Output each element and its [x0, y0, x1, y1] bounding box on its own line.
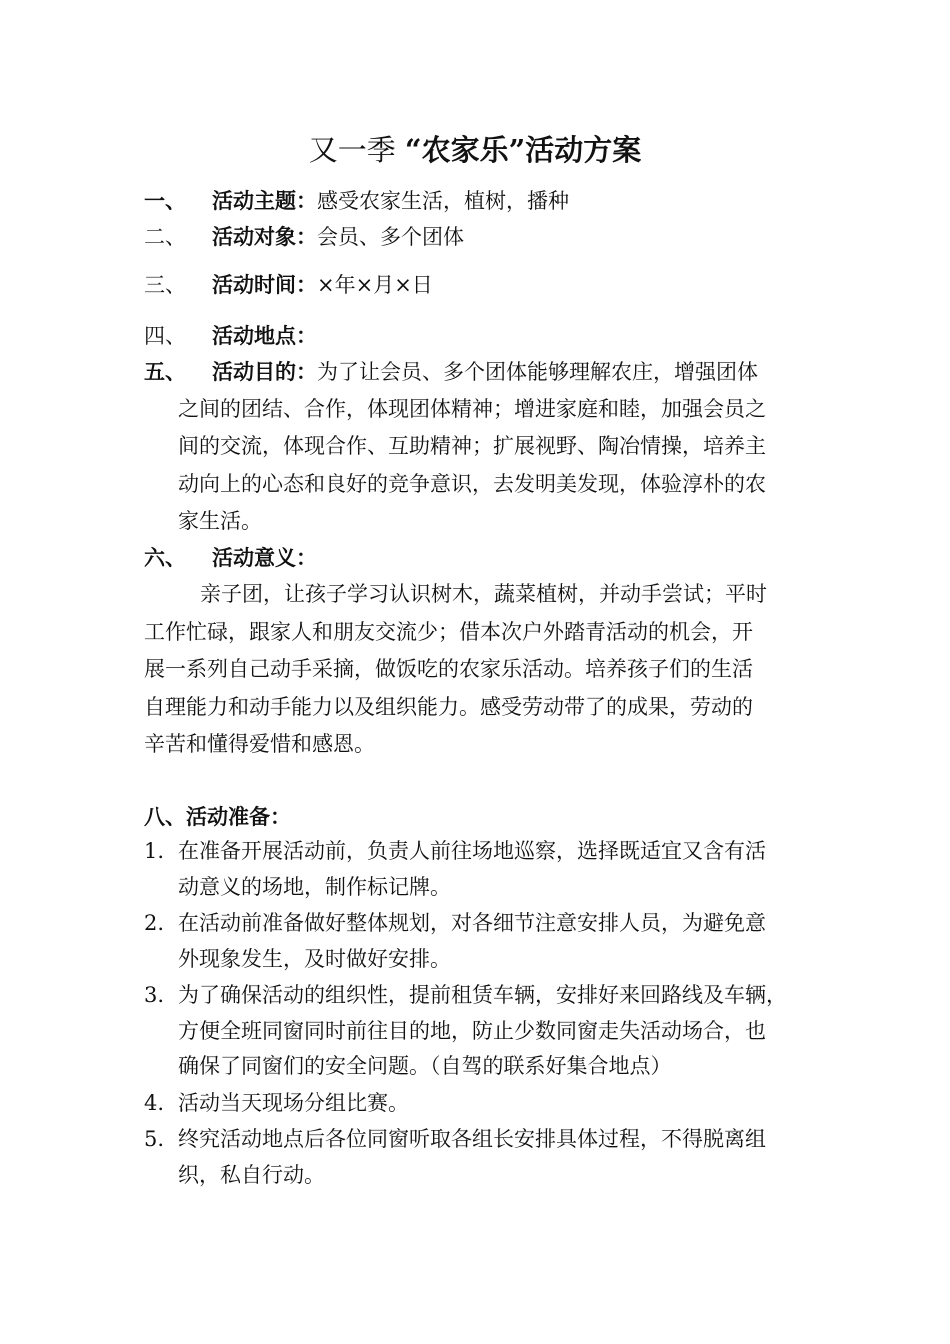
page-title: [0, 128, 950, 172]
purpose-line: 家生活。: [178, 509, 262, 533]
significance-line: 工作忙碌，跟家人和朋友交流少；借本次户外踏青活动的机会，开: [144, 619, 753, 644]
list-item: 1. 在准备开展活动前，负责人前往场地巡察，选择既适宜又含有活 动意义的场地，制作标记牌。: [144, 834, 766, 905]
significance-line: 自理能力和动手能力以及组织能力。感受劳动带了的成果，劳动的: [144, 694, 753, 719]
section-preparation-heading: 八、活动准备：: [144, 804, 291, 829]
list-item: 3. 为了确保活动的组织性，提前租赁车辆，安排好来回路线及车辆， 方便全班同窗同时前往目的地，防止少数同窗走失活动场合，也 确保了同窗们的安全问题。（自驾的联系好集合地点）: [144, 978, 787, 1085]
section-label: 活动地点：: [212, 323, 317, 348]
section-value: 感受农家生活，植树，播种: [317, 189, 569, 213]
list-number: 5.: [144, 1127, 165, 1151]
section-label: 活动对象：: [212, 224, 317, 249]
section-significance-body: [144, 576, 767, 764]
significance-line: 亲子团，让孩子学习认识树木，蔬菜植树，并动手尝试；平时: [200, 582, 767, 606]
purpose-line: 间的交流，体现合作、互助精神；扩展视野、陶冶情操，培养主: [178, 434, 766, 458]
purpose-line: 之间的团结、合作，体现团体精神；增进家庭和睦，加强会员之: [178, 396, 766, 421]
section-number: 三、: [144, 273, 186, 297]
section-theme: [144, 182, 824, 220]
section-number: 六、: [144, 545, 186, 570]
section-audience: [144, 218, 824, 256]
section-value: ×年×月×日: [317, 273, 433, 297]
section-value: 会员、多个团体: [317, 225, 464, 249]
section-number: 二、: [144, 225, 186, 249]
section-label: 活动时间：: [212, 272, 317, 297]
list-number: 3.: [144, 983, 165, 1007]
list-number: 2.: [144, 911, 165, 935]
purpose-line: 五、 活动目的：为了让会员、多个团体能够理解农庄，增强团体: [144, 353, 766, 391]
section-location: [144, 317, 824, 355]
section-label: 活动主题：: [212, 188, 317, 213]
title-main: “农家乐”活动方案: [404, 133, 642, 167]
section-number: 四、: [144, 324, 186, 348]
significance-line: 辛苦和懂得爱惜和感恩。: [144, 732, 375, 756]
section-number: 五、: [144, 359, 186, 384]
title-prefix: 又一季: [308, 133, 405, 167]
section-label: 活动目的：: [212, 359, 317, 384]
section-purpose: [144, 353, 766, 541]
list-item: 5. 终究活动地点后各位同窗听取各组长安排具体过程，不得脱离组 织，私自行动。: [144, 1122, 766, 1193]
list-number: 1.: [144, 839, 165, 863]
section-number: 一、: [144, 188, 186, 213]
list-number: 4.: [144, 1091, 165, 1115]
section-significance-heading: [144, 539, 824, 577]
significance-line: 展一系列自己动手采摘，做饭吃的农家乐活动。培养孩子们的生活: [144, 657, 753, 681]
section-label: 活动意义：: [212, 545, 317, 570]
list-item: 4. 活动当天现场分组比赛。: [144, 1086, 409, 1122]
section-time: [144, 266, 824, 304]
list-item: 2. 在活动前准备做好整体规划，对各细节注意安排人员，为避免意 外现象发生，及时做好安排。: [144, 906, 766, 977]
purpose-line: 动向上的心态和良好的竞争意识，去发明美发现，体验淳朴的农: [178, 471, 766, 496]
